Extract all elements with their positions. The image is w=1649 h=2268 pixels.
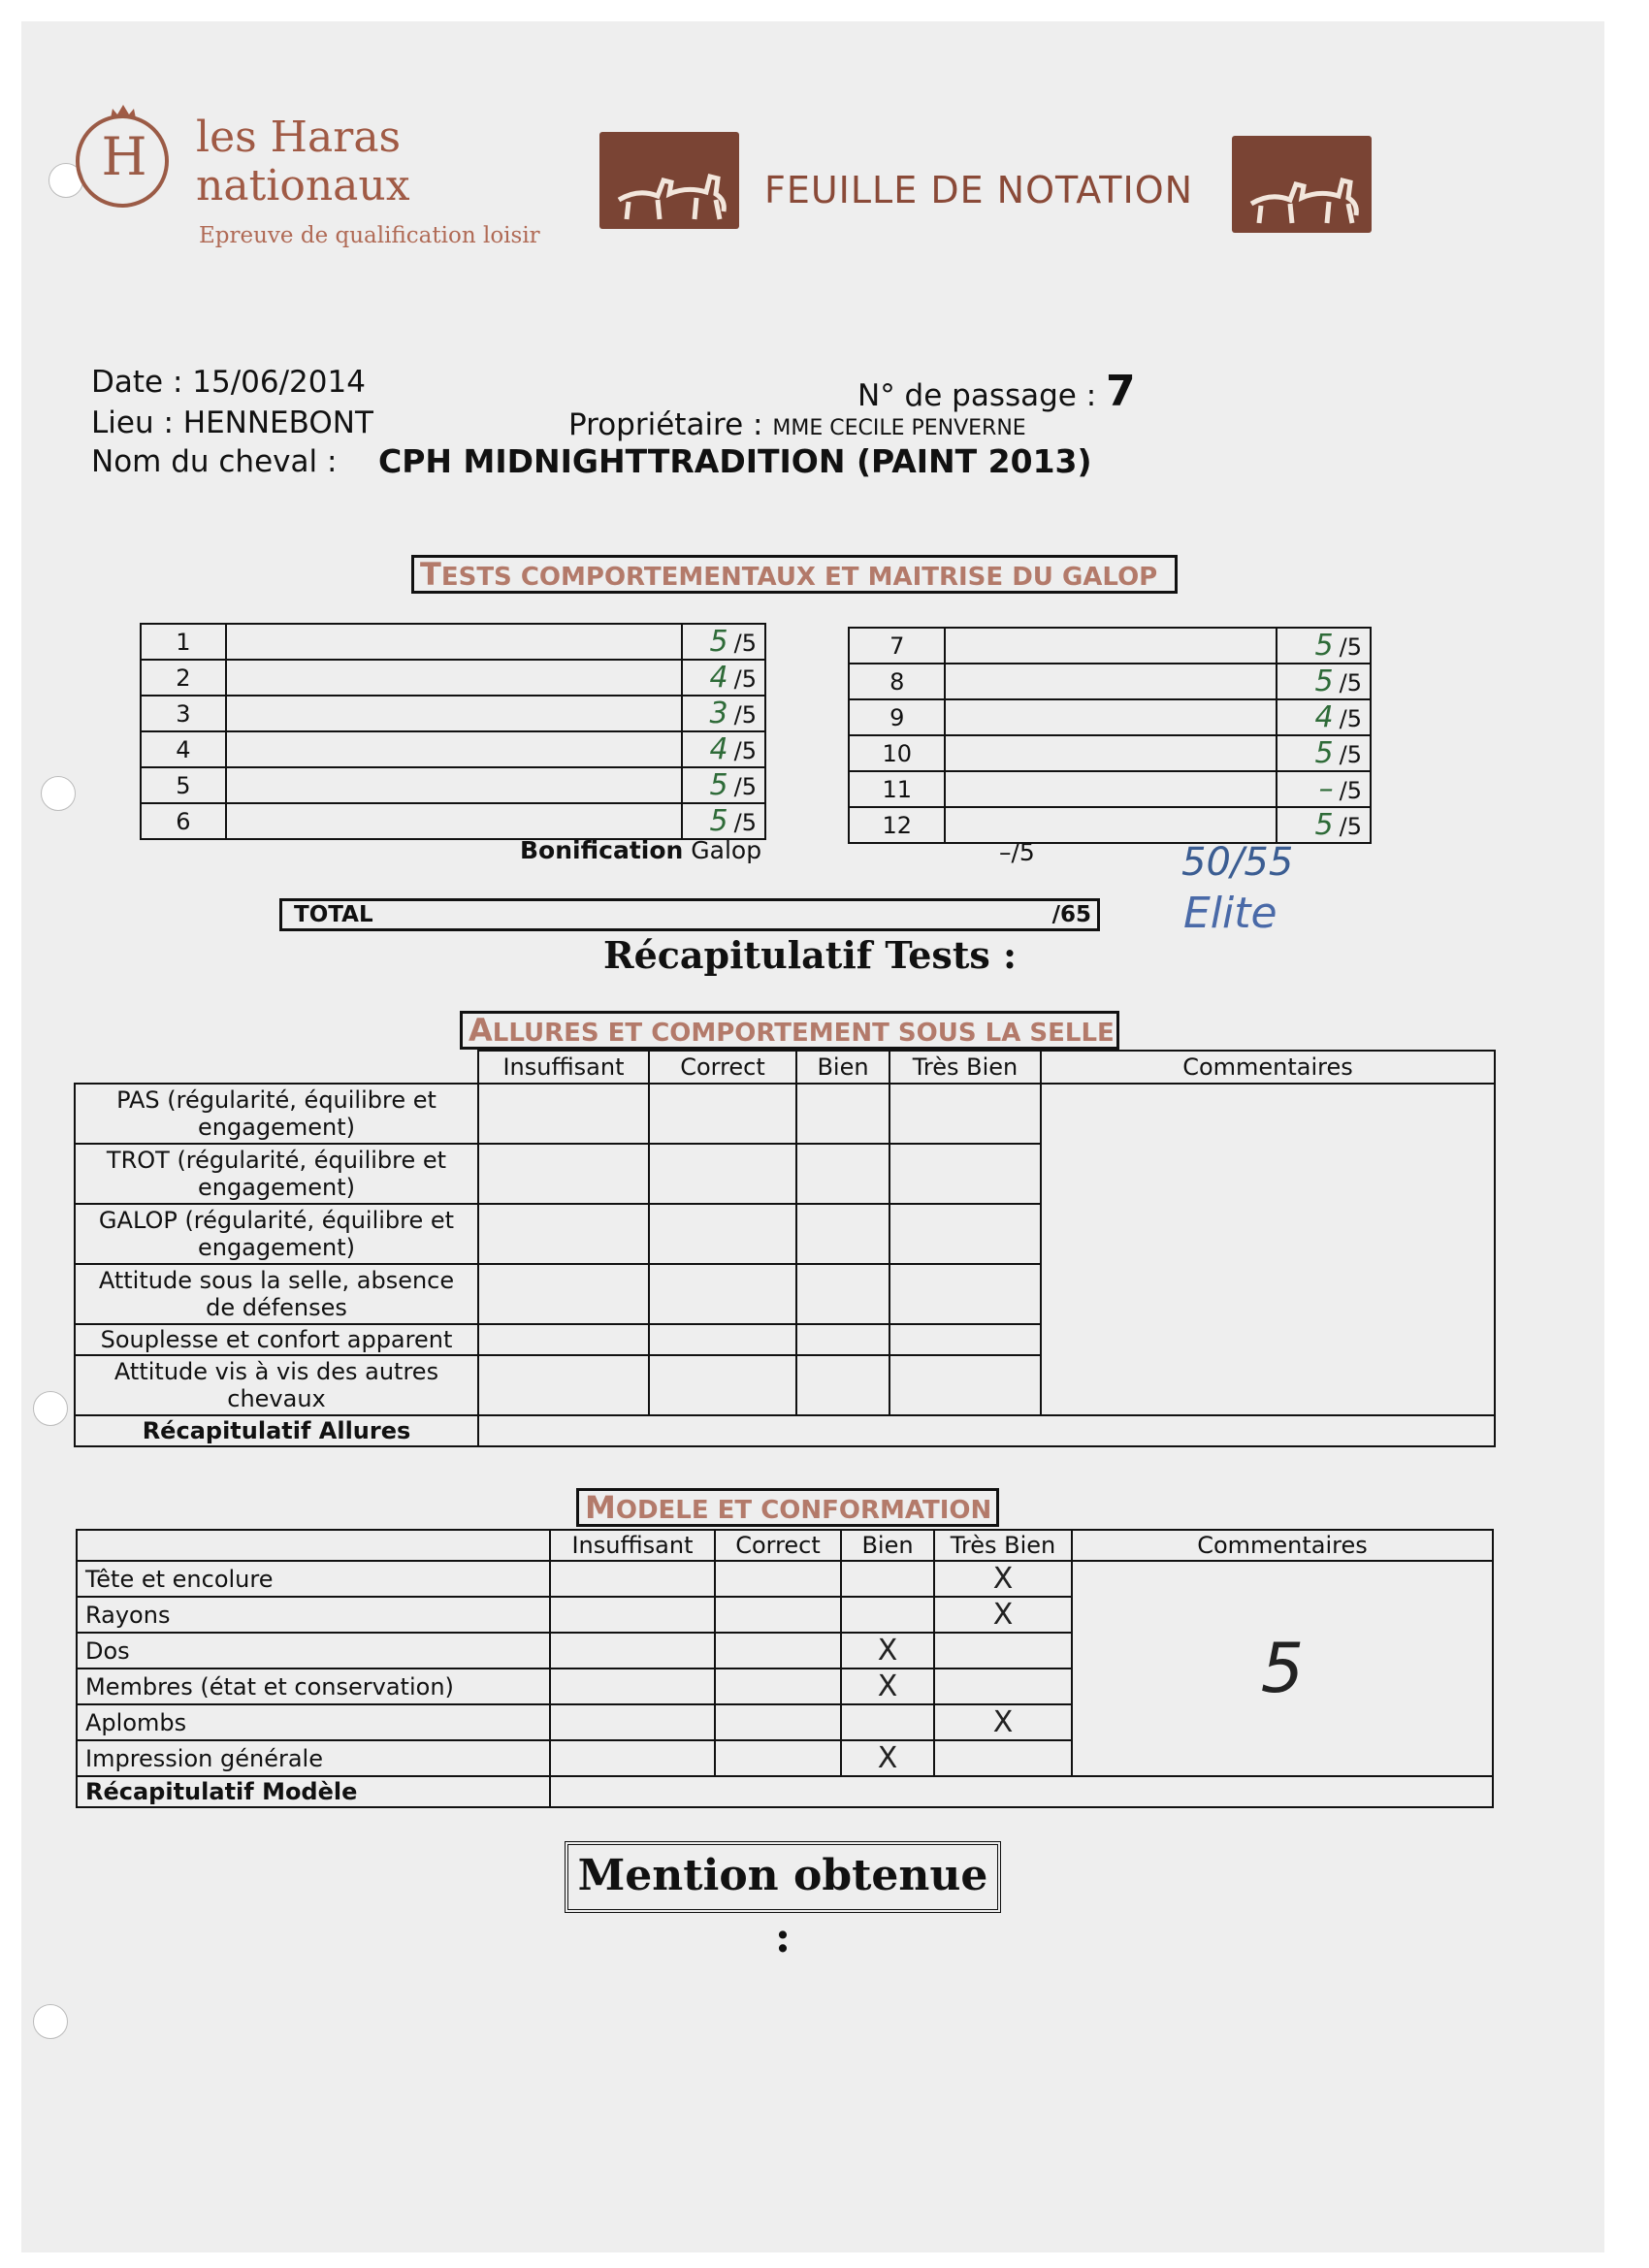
test-row bbox=[849, 664, 1371, 699]
allures-rating-cell bbox=[478, 1264, 649, 1324]
modele-criterion: Impression générale bbox=[77, 1740, 550, 1776]
modele-rating-cell bbox=[841, 1597, 934, 1633]
test-score-cell bbox=[1277, 735, 1371, 771]
test-row bbox=[141, 624, 765, 660]
modele-criterion: Tête et encolure bbox=[77, 1561, 550, 1597]
test-description-cell bbox=[945, 735, 1276, 771]
test-score-cell bbox=[682, 660, 765, 696]
allures-rating-cell bbox=[889, 1144, 1041, 1204]
allures-rating-cell bbox=[796, 1204, 889, 1264]
test-row bbox=[141, 660, 765, 696]
score-max: /5 bbox=[1339, 705, 1362, 732]
rating-mark: X bbox=[992, 1562, 1014, 1596]
score-max: /5 bbox=[733, 665, 757, 693]
allures-rating-cell bbox=[889, 1264, 1041, 1324]
modele-header-cell: Très Bien bbox=[934, 1530, 1072, 1561]
test-number: 5 bbox=[141, 767, 226, 803]
handwritten-score: 5 bbox=[709, 804, 728, 838]
allures-rating-cell bbox=[478, 1144, 649, 1204]
test-row bbox=[141, 767, 765, 803]
modele-rating-cell bbox=[715, 1561, 841, 1597]
allures-rating-cell bbox=[649, 1204, 796, 1264]
handwritten-score: 5 bbox=[709, 768, 728, 802]
allures-rating-cell bbox=[649, 1324, 796, 1355]
test-row bbox=[849, 735, 1371, 771]
modele-rating-cell bbox=[841, 1740, 934, 1776]
test-score-cell bbox=[1277, 807, 1371, 843]
score-max: /5 bbox=[1339, 741, 1362, 768]
punch-hole bbox=[33, 1391, 68, 1426]
punch-hole bbox=[41, 776, 76, 811]
modele-criterion: Membres (état et conservation) bbox=[77, 1669, 550, 1704]
brand-name-line1: les Haras bbox=[196, 113, 402, 162]
test-number: 4 bbox=[141, 731, 226, 767]
modele-section-title: MODELE ET CONFORMATION bbox=[576, 1488, 999, 1527]
passage-label: N° de passage : bbox=[857, 378, 1097, 413]
test-row bbox=[849, 807, 1371, 843]
modele-rating-cell bbox=[841, 1633, 934, 1669]
modele-rating-cell bbox=[841, 1704, 934, 1740]
modele-rating-cell bbox=[715, 1669, 841, 1704]
modele-header-row bbox=[77, 1530, 1493, 1561]
test-number: 3 bbox=[141, 696, 226, 731]
test-description-cell bbox=[226, 803, 682, 839]
tests-section-title: TESTS COMPORTEMENTAUX ET MAITRISE DU GALOP bbox=[411, 555, 1178, 594]
test-description-cell bbox=[945, 771, 1276, 807]
test-number: 2 bbox=[141, 660, 226, 696]
modele-rating-cell bbox=[550, 1597, 715, 1633]
modele-rating-cell bbox=[715, 1597, 841, 1633]
score-max: /5 bbox=[1339, 777, 1362, 804]
modele-rating-cell bbox=[934, 1740, 1072, 1776]
test-score-cell bbox=[682, 696, 765, 731]
allures-row bbox=[75, 1084, 1495, 1144]
allures-rating-cell bbox=[889, 1355, 1041, 1415]
handwritten-score: 5 bbox=[1314, 808, 1334, 842]
lieu-row bbox=[91, 405, 373, 440]
allures-rating-cell bbox=[796, 1084, 889, 1144]
rating-mark: X bbox=[877, 1669, 898, 1703]
allures-rating-cell bbox=[889, 1204, 1041, 1264]
allures-comments-cell bbox=[1041, 1084, 1495, 1415]
modele-rating-cell bbox=[550, 1740, 715, 1776]
handwritten-score: 4 bbox=[709, 732, 728, 766]
tests-table-right bbox=[848, 627, 1372, 844]
modele-recap-cell bbox=[550, 1776, 1493, 1807]
modele-table bbox=[76, 1529, 1494, 1808]
proprietaire-label: Propriétaire : bbox=[568, 407, 763, 442]
total-label: TOTAL bbox=[294, 902, 373, 927]
tests-table-left bbox=[140, 623, 766, 840]
test-number: 12 bbox=[849, 807, 945, 843]
test-number: 6 bbox=[141, 803, 226, 839]
date-row bbox=[91, 365, 366, 400]
handwritten-score: 4 bbox=[1314, 700, 1334, 734]
score-max: /5 bbox=[733, 701, 757, 729]
horse-riders-image bbox=[599, 132, 739, 229]
test-score-cell bbox=[682, 803, 765, 839]
modele-criterion: Aplombs bbox=[77, 1704, 550, 1740]
modele-rating-cell bbox=[550, 1633, 715, 1669]
handwritten-score: 5 bbox=[1314, 736, 1334, 770]
date-value: 15/06/2014 bbox=[192, 365, 366, 400]
allures-criterion: TROT (régularité, équilibre et engagement) bbox=[75, 1144, 478, 1204]
modele-rating-cell bbox=[550, 1561, 715, 1597]
allures-rating-cell bbox=[649, 1144, 796, 1204]
modele-comments-cell bbox=[1072, 1561, 1493, 1776]
allures-rating-cell bbox=[649, 1084, 796, 1144]
test-description-cell bbox=[945, 699, 1276, 735]
test-number: 10 bbox=[849, 735, 945, 771]
modele-criterion: Dos bbox=[77, 1633, 550, 1669]
allures-criterion: PAS (régularité, équilibre et engagement) bbox=[75, 1084, 478, 1144]
allures-rating-cell bbox=[889, 1324, 1041, 1355]
proprietaire-row bbox=[568, 407, 1026, 442]
allures-rating-cell bbox=[796, 1144, 889, 1204]
test-number: 1 bbox=[141, 624, 226, 660]
score-max: /5 bbox=[1339, 813, 1362, 840]
allures-rating-cell bbox=[889, 1084, 1041, 1144]
handwritten-score: 5 bbox=[1314, 629, 1334, 663]
modele-rating-cell bbox=[934, 1561, 1072, 1597]
handwritten-score: – bbox=[1318, 772, 1334, 806]
modele-rating-cell bbox=[715, 1633, 841, 1669]
allures-corner-cell bbox=[75, 1051, 478, 1084]
test-score-cell bbox=[1277, 699, 1371, 735]
allures-rating-cell bbox=[478, 1084, 649, 1144]
allures-criterion: Attitude sous la selle, absence de défenses bbox=[75, 1264, 478, 1324]
handwritten-score: 3 bbox=[709, 697, 728, 730]
proprietaire-value: MME CECILE PENVERNE bbox=[772, 416, 1026, 440]
date-label: Date : bbox=[91, 365, 183, 400]
test-description-cell bbox=[945, 628, 1276, 664]
allures-criterion: GALOP (régularité, équilibre et engagement) bbox=[75, 1204, 478, 1264]
test-score-cell bbox=[682, 731, 765, 767]
modele-rating-cell bbox=[715, 1740, 841, 1776]
modele-row bbox=[77, 1561, 1493, 1597]
allures-rating-cell bbox=[478, 1204, 649, 1264]
allures-rating-cell bbox=[478, 1324, 649, 1355]
mention-box: Mention obtenue : bbox=[565, 1841, 1001, 1913]
recap-tests-title: Récapitulatif Tests : bbox=[603, 933, 1018, 977]
allures-recap-row bbox=[75, 1415, 1495, 1446]
rating-mark: X bbox=[992, 1598, 1014, 1632]
allures-header-cell: Très Bien bbox=[889, 1051, 1041, 1084]
score-max: /5 bbox=[733, 737, 757, 764]
passage-value: 7 bbox=[1106, 367, 1136, 416]
modele-rating-cell bbox=[934, 1633, 1072, 1669]
allures-header-row bbox=[75, 1051, 1495, 1084]
modele-rating-cell bbox=[715, 1704, 841, 1740]
bonification-label: Bonification Galop bbox=[520, 836, 762, 864]
allures-rating-cell bbox=[796, 1324, 889, 1355]
test-row bbox=[141, 696, 765, 731]
score-max: /5 bbox=[1339, 633, 1362, 661]
test-score-cell bbox=[1277, 628, 1371, 664]
modele-criterion: Rayons bbox=[77, 1597, 550, 1633]
horse-riders-image bbox=[1232, 136, 1372, 233]
allures-rating-cell bbox=[796, 1264, 889, 1324]
modele-recap-row bbox=[77, 1776, 1493, 1807]
modele-rating-cell bbox=[550, 1704, 715, 1740]
test-row bbox=[849, 628, 1371, 664]
test-score-cell bbox=[1277, 664, 1371, 699]
test-description-cell bbox=[945, 807, 1276, 843]
bonification-score: –/5 bbox=[999, 838, 1035, 866]
brand-subtitle: Epreuve de qualification loisir bbox=[199, 223, 540, 248]
allures-criterion: Souplesse et confort apparent bbox=[75, 1324, 478, 1355]
modele-rating-cell bbox=[934, 1597, 1072, 1633]
test-number: 11 bbox=[849, 771, 945, 807]
rating-mark: X bbox=[992, 1705, 1014, 1739]
allures-rating-cell bbox=[649, 1355, 796, 1415]
total-max: /65 bbox=[1051, 902, 1091, 927]
test-number: 7 bbox=[849, 628, 945, 664]
modele-header-cell: Bien bbox=[841, 1530, 934, 1561]
test-row bbox=[849, 699, 1371, 735]
modele-rating-cell bbox=[841, 1669, 934, 1704]
test-row bbox=[141, 731, 765, 767]
score-max: /5 bbox=[733, 630, 757, 657]
test-score-cell bbox=[1277, 771, 1371, 807]
lieu-label: Lieu : bbox=[91, 405, 174, 440]
modele-header-cell: Commentaires bbox=[1072, 1530, 1493, 1561]
allures-header-cell: Bien bbox=[796, 1051, 889, 1084]
test-score-cell bbox=[682, 767, 765, 803]
test-description-cell bbox=[226, 767, 682, 803]
test-description-cell bbox=[226, 696, 682, 731]
score-max: /5 bbox=[733, 809, 757, 836]
handwritten-score: 5 bbox=[709, 625, 728, 659]
handwritten-comment: 5 bbox=[1260, 1629, 1305, 1708]
modele-rating-cell bbox=[934, 1669, 1072, 1704]
total-box bbox=[279, 898, 1100, 931]
modele-recap-label: Récapitulatif Modèle bbox=[77, 1776, 550, 1807]
score-max: /5 bbox=[1339, 669, 1362, 697]
cheval-label: Nom du cheval : bbox=[91, 444, 338, 479]
allures-rating-cell bbox=[478, 1355, 649, 1415]
handwritten-mention: Elite bbox=[1183, 889, 1277, 938]
allures-rating-cell bbox=[649, 1264, 796, 1324]
brand-name-line2: nationaux bbox=[196, 161, 410, 211]
rating-mark: X bbox=[877, 1634, 898, 1668]
allures-recap-cell bbox=[478, 1415, 1495, 1446]
test-row bbox=[141, 803, 765, 839]
allures-rating-cell bbox=[796, 1355, 889, 1415]
modele-header-cell: Insuffisant bbox=[550, 1530, 715, 1561]
cheval-value: CPH MIDNIGHTTRADITION (PAINT 2013) bbox=[378, 442, 1092, 480]
modele-corner-cell bbox=[77, 1530, 550, 1561]
modele-header-cell: Correct bbox=[715, 1530, 841, 1561]
test-number: 8 bbox=[849, 664, 945, 699]
test-row bbox=[849, 771, 1371, 807]
handwritten-total: 50/55 bbox=[1181, 840, 1294, 885]
handwritten-score: 4 bbox=[709, 661, 728, 695]
sheet-title: FEUILLE DE NOTATION bbox=[764, 169, 1194, 211]
test-score-cell bbox=[682, 624, 765, 660]
logo-letter: H bbox=[101, 126, 147, 187]
test-description-cell bbox=[945, 664, 1276, 699]
allures-criterion: Attitude vis à vis des autres chevaux bbox=[75, 1355, 478, 1415]
allures-table bbox=[74, 1050, 1496, 1447]
allures-section-title: ALLURES ET COMPORTEMENT SOUS LA SELLE bbox=[460, 1011, 1119, 1050]
rating-mark: X bbox=[877, 1741, 898, 1775]
allures-header-cell: Correct bbox=[649, 1051, 796, 1084]
punch-hole bbox=[33, 2004, 68, 2039]
test-number: 9 bbox=[849, 699, 945, 735]
score-max: /5 bbox=[733, 773, 757, 800]
modele-rating-cell bbox=[841, 1561, 934, 1597]
handwritten-score: 5 bbox=[1314, 664, 1334, 698]
test-description-cell bbox=[226, 660, 682, 696]
modele-rating-cell bbox=[934, 1704, 1072, 1740]
test-description-cell bbox=[226, 624, 682, 660]
allures-recap-label: Récapitulatif Allures bbox=[75, 1415, 478, 1446]
allures-header-cell: Commentaires bbox=[1041, 1051, 1495, 1084]
modele-rating-cell bbox=[550, 1669, 715, 1704]
lieu-value: HENNEBONT bbox=[182, 405, 373, 440]
allures-header-cell: Insuffisant bbox=[478, 1051, 649, 1084]
test-description-cell bbox=[226, 731, 682, 767]
